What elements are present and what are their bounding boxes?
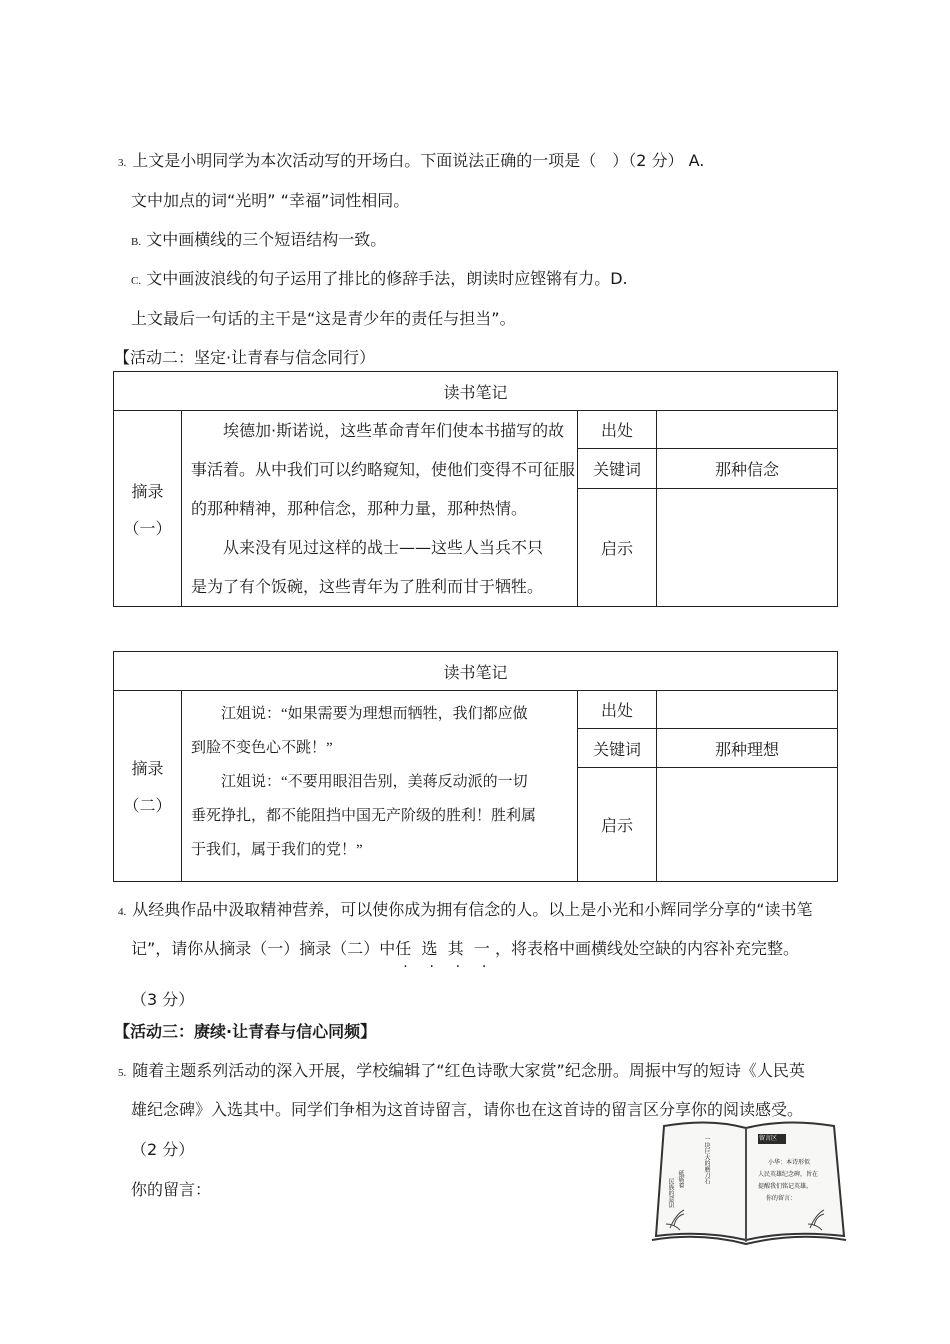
table2-source-label: 出处 bbox=[578, 691, 657, 729]
table1-excerpt: 埃德加·斯诺说，这些革命青年们使本书描写的故 事活着。从中我们可以约略窥知，使他们变得不可征服 的那种精神，那种信念，那种力量，那种热情。 从来没有见过这样的战士——这些人当兵不只 是为了有个饭碗，这些青年为了胜利而甘于牺牲。 bbox=[182, 411, 578, 607]
q5-number: 5. bbox=[118, 1067, 127, 1079]
q3-option-a-text: 文中加点的词“光明” “幸福”词性相同。 bbox=[131, 191, 410, 210]
table1-keyword-value: 那种信念 bbox=[657, 449, 838, 488]
q5-line1: 5. 随着主题系列活动的深入开展，学校编辑了“红色诗歌大家赏”纪念册。周振中写的短诗《人民英 bbox=[118, 1061, 805, 1080]
activity2-title: 【活动二：坚定·让青春与信念同行） bbox=[114, 348, 376, 367]
table1-insight-field[interactable] bbox=[657, 488, 838, 606]
activity3-title: 【活动三：赓续·让青春与信心同频】 bbox=[114, 1022, 377, 1041]
q3-option-d-text: 上文最后一句话的主干是“这是青少年的责任与担当”。 bbox=[131, 309, 516, 328]
table1-keyword-label: 关键词 bbox=[578, 449, 657, 488]
book-right-page-line-4: 你的留言： bbox=[766, 1195, 797, 1202]
table1-source-label: 出处 bbox=[578, 411, 657, 449]
q4-number: 4. bbox=[118, 906, 127, 918]
book-right-page-line-3: 提醒我们铭记英雄。 bbox=[758, 1183, 813, 1190]
table2-source-field[interactable] bbox=[657, 691, 838, 729]
book-tag: 留言区 bbox=[759, 1135, 778, 1142]
book-right-page-line-1: 小华：本诗形似 bbox=[768, 1159, 811, 1166]
q3-line1: 3. 上文是小明同学为本次活动写的开场白。下面说法正确的一项是（ ）（2 分） A. bbox=[118, 151, 705, 170]
book-left-page-line-2: 砥砺着 bbox=[677, 1170, 684, 1188]
book-left-page-line-1: 一块巨大的磨刀石 bbox=[703, 1136, 710, 1184]
table2-keyword-label: 关键词 bbox=[578, 729, 657, 768]
reading-note-table-2 bbox=[113, 651, 838, 882]
q5-score: （2 分） bbox=[131, 1140, 195, 1159]
table2-excerpt: 江姐说：“如果需要为理想而牺牲，我们都应做 到脸不变色心不跳！” 江姐说：“不要用眼泪告别，美蒋反动派的一切 垂死挣扎，都不能阻挡中国无产阶级的胜利！胜利属 于我们，属于我们的党！” bbox=[182, 691, 578, 882]
table1-insight-label: 启示 bbox=[578, 488, 657, 606]
table1-header: 读书笔记 bbox=[114, 372, 838, 411]
reading-note-table-1 bbox=[113, 371, 838, 607]
table2-insight-label: 启示 bbox=[578, 768, 657, 882]
table2-keyword-value: 那种理想 bbox=[657, 729, 838, 768]
q4-line1: 4. 从经典作品中汲取精神营养，可以使你成为拥有信念的人。以上是小光和小辉同学分享的“读书笔 bbox=[118, 900, 813, 919]
table1-row-label: 摘录 （一） bbox=[114, 411, 182, 607]
book-left-page-line-3: 民族的意识 bbox=[667, 1178, 674, 1208]
q5-answer-label: 你的留言： bbox=[131, 1180, 212, 1199]
q3-number: 3. bbox=[118, 157, 127, 169]
q4-score: （3 分） bbox=[131, 990, 195, 1009]
table2-insight-field[interactable] bbox=[657, 768, 838, 882]
memorial-book-image bbox=[650, 1118, 848, 1248]
q4-line2: 记”，请你从摘录（一）摘录（二）中任 选 其 一 ，将表格中画横线处空缺的内容补充完整。 bbox=[131, 939, 799, 958]
q3-option-c: C. 文中画波浪线的句子运用了排比的修辞手法，朗读时应铿锵有力。D. bbox=[131, 269, 628, 288]
table1-source-field[interactable] bbox=[657, 411, 838, 449]
table2-header: 读书笔记 bbox=[114, 652, 838, 691]
table2-row-label: 摘录 （二） bbox=[114, 691, 182, 882]
q3-option-b: B. 文中画横线的三个短语结构一致。 bbox=[131, 230, 387, 249]
q5-line2: 雄纪念碑》入选其中。同学们争相为这首诗留言，请你也在这首诗的留言区分享你的阅读感受。 bbox=[131, 1100, 804, 1119]
book-right-page-line-2: 人民英雄纪念碑，旨在 bbox=[758, 1171, 819, 1178]
